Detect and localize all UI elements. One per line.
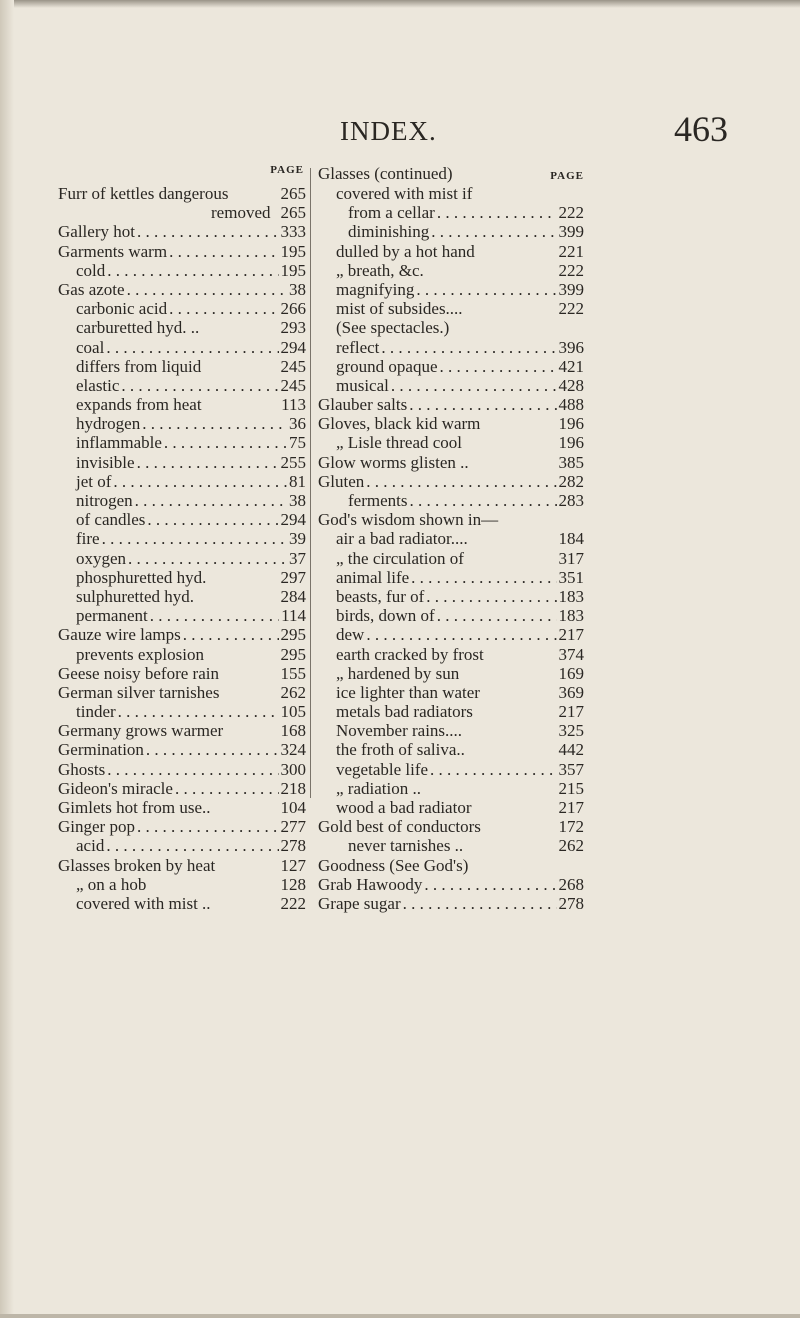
index-entry-text: Gideon's miracle bbox=[58, 778, 173, 798]
index-entry bbox=[58, 817, 306, 836]
index-entry-page: 128 bbox=[280, 874, 306, 894]
index-entry bbox=[58, 740, 306, 759]
index-entry-text: Gimlets hot from use.. bbox=[58, 798, 211, 817]
index-entry-text: Goodness (See God's) bbox=[318, 855, 469, 875]
index-entry-text: beasts, fur of bbox=[336, 586, 425, 606]
index-entry bbox=[58, 721, 306, 740]
index-entry-text: Grape sugar bbox=[318, 893, 401, 913]
index-entry-text: Glauber salts bbox=[318, 395, 408, 415]
index-entry bbox=[58, 222, 306, 241]
index-entry-text: never tarnishes .. bbox=[348, 836, 464, 856]
index-entry-text: Gauze wire lamps bbox=[58, 625, 181, 645]
index-entry bbox=[318, 529, 584, 548]
index-entry-text: „ breath, &c. bbox=[336, 260, 424, 280]
dot-leader bbox=[164, 433, 287, 452]
index-entry-page: 351 bbox=[558, 567, 584, 587]
index-entry-page: 265 bbox=[280, 184, 306, 203]
column-divider bbox=[310, 168, 311, 798]
index-entry bbox=[318, 836, 584, 855]
index-entry-page: 265 bbox=[280, 203, 306, 223]
index-entry bbox=[318, 817, 584, 836]
index-entry-text: animal life bbox=[336, 567, 410, 587]
index-entry bbox=[318, 740, 584, 759]
index-entry bbox=[58, 242, 306, 261]
dot-leader bbox=[127, 280, 287, 299]
index-entry-page: 195 bbox=[280, 241, 306, 261]
index-entry-text: vegetable life bbox=[336, 759, 429, 779]
index-entry-page: 81 bbox=[289, 471, 306, 491]
index-entry-text: German silver tarnishes bbox=[58, 682, 220, 702]
index-entry-text: Garments warm bbox=[58, 241, 168, 261]
index-column-left bbox=[58, 164, 306, 913]
index-entry-text: „ radiation .. bbox=[336, 778, 421, 798]
index-entry bbox=[318, 856, 584, 875]
index-entry bbox=[318, 453, 584, 472]
index-entry-text: ferments bbox=[348, 491, 408, 510]
index-entry bbox=[58, 798, 306, 817]
index-entry-text: „ on a hob bbox=[76, 874, 147, 894]
index-entry-page: 295 bbox=[280, 625, 306, 645]
index-entry-text: carbonic acid bbox=[76, 299, 168, 319]
index-entry-text: dew bbox=[336, 625, 365, 645]
dot-leader bbox=[431, 222, 556, 241]
dot-leader bbox=[391, 376, 557, 395]
index-entry-page: 196 bbox=[558, 433, 584, 453]
index-entry bbox=[318, 414, 584, 433]
dot-leader bbox=[366, 625, 556, 644]
index-entry bbox=[58, 760, 306, 779]
index-entry-text: musical bbox=[336, 375, 389, 395]
index-entry bbox=[318, 798, 584, 817]
index-entry-text: Germany grows warmer bbox=[58, 721, 224, 741]
index-entry bbox=[58, 856, 306, 875]
index-entry-text: inflammable bbox=[76, 433, 162, 453]
index-entry-page: 283 bbox=[558, 491, 584, 510]
index-entry-text: Furr of kettles dangerous bbox=[58, 184, 229, 203]
index-entry bbox=[58, 702, 306, 721]
index-entry-text: „ hardened by sun bbox=[336, 663, 460, 683]
page-top-edge bbox=[0, 0, 800, 8]
index-entry-text: (See spectacles.) bbox=[336, 318, 450, 338]
index-entry-text: birds, down of bbox=[336, 606, 435, 626]
index-entry bbox=[318, 222, 584, 241]
index-entry-text: Ghosts bbox=[58, 759, 106, 779]
dot-leader bbox=[426, 587, 556, 606]
index-entry-text: cold bbox=[76, 260, 106, 280]
dot-leader bbox=[106, 338, 278, 357]
index-entry-page: 294 bbox=[280, 510, 306, 530]
index-entry-page: 222 bbox=[280, 893, 306, 913]
index-entry bbox=[58, 338, 306, 357]
dot-leader bbox=[147, 510, 278, 529]
index-entry bbox=[318, 702, 584, 721]
page-bottom-edge bbox=[0, 1314, 800, 1318]
index-entry-text: Geese noisy before rain bbox=[58, 663, 219, 683]
index-entry-page: 268 bbox=[558, 874, 584, 894]
index-entry bbox=[318, 683, 584, 702]
dot-leader bbox=[183, 625, 279, 644]
index-entry-text: coal bbox=[76, 337, 105, 357]
index-entry-text: air a bad radiator.... bbox=[336, 529, 468, 549]
index-entry-page: 155 bbox=[280, 663, 306, 683]
index-entry-text: acid bbox=[76, 836, 105, 856]
index-entry-text: covered with mist if bbox=[336, 184, 473, 203]
index-entry bbox=[58, 568, 306, 587]
index-entry-page: 36 bbox=[289, 414, 306, 434]
dot-leader bbox=[381, 338, 556, 357]
index-entry bbox=[318, 357, 584, 376]
dot-leader bbox=[437, 606, 557, 625]
page-column-label: PAGE bbox=[550, 170, 584, 182]
index-entry-text: Glow worms glisten .. bbox=[318, 452, 469, 472]
index-entry bbox=[318, 242, 584, 261]
index-entry-page: 421 bbox=[558, 356, 584, 376]
index-entry bbox=[318, 299, 584, 318]
index-entry bbox=[58, 875, 306, 894]
dot-leader bbox=[118, 702, 279, 721]
index-entry-text: tinder bbox=[76, 702, 116, 722]
index-entry-page: 293 bbox=[280, 318, 306, 338]
index-entry bbox=[318, 472, 584, 491]
dot-leader bbox=[106, 836, 278, 855]
index-entry-page: 396 bbox=[558, 337, 584, 357]
dot-leader bbox=[137, 222, 279, 241]
dot-leader bbox=[411, 568, 556, 587]
index-entry bbox=[58, 779, 306, 798]
index-entry-page: 300 bbox=[280, 759, 306, 779]
index-entry bbox=[318, 184, 584, 203]
index-entry-page: 385 bbox=[558, 452, 584, 472]
index-entry bbox=[58, 203, 306, 222]
index-column-right bbox=[318, 164, 584, 913]
index-entry bbox=[318, 280, 584, 299]
continued-heading: Glasses (continued) bbox=[318, 164, 453, 183]
dot-leader bbox=[437, 203, 557, 222]
index-entry bbox=[318, 491, 584, 510]
index-entry bbox=[58, 549, 306, 568]
index-entry-text: dulled by a hot hand bbox=[336, 241, 475, 261]
index-entry-page: 278 bbox=[558, 893, 584, 913]
dot-leader bbox=[107, 261, 278, 280]
page-header bbox=[0, 108, 800, 158]
dot-leader bbox=[409, 491, 556, 510]
index-entry-page: 262 bbox=[280, 682, 306, 702]
index-entry-text: Gas azote bbox=[58, 279, 125, 299]
index-entry-text: God's wisdom shown in— bbox=[318, 510, 499, 530]
index-entry-page: 399 bbox=[558, 279, 584, 299]
index-entry-text: hydrogen bbox=[76, 414, 141, 434]
index-entry bbox=[58, 280, 306, 299]
index-entry bbox=[318, 587, 584, 606]
index-entry-text: Glasses broken by heat bbox=[58, 855, 216, 875]
dot-leader bbox=[169, 242, 278, 261]
index-entry-page: 104 bbox=[280, 798, 306, 817]
index-entry-text: Ginger pop bbox=[58, 817, 135, 837]
dot-leader bbox=[430, 760, 556, 779]
index-entry bbox=[58, 318, 306, 337]
index-entry bbox=[58, 395, 306, 414]
index-entry-page: 399 bbox=[558, 222, 584, 242]
index-entry-text: wood a bad radiator bbox=[336, 798, 472, 817]
index-entry-page: 38 bbox=[289, 491, 306, 510]
index-entry bbox=[318, 779, 584, 798]
index-entry bbox=[58, 433, 306, 452]
dot-leader bbox=[137, 817, 279, 836]
dot-leader bbox=[409, 395, 556, 414]
index-entry bbox=[58, 414, 306, 433]
index-entry-text: diminishing bbox=[348, 222, 430, 242]
index-entry-page: 324 bbox=[280, 740, 306, 760]
index-entry bbox=[58, 184, 306, 203]
index-entry bbox=[318, 261, 584, 280]
index-entry-page: 168 bbox=[280, 721, 306, 741]
index-entry-text: „ Lisle thread cool bbox=[336, 433, 463, 453]
index-entry-text: fire bbox=[76, 529, 100, 549]
running-title: INDEX. bbox=[340, 116, 437, 146]
index-entry-text: „ the circulation of bbox=[336, 548, 464, 568]
index-entry bbox=[58, 510, 306, 529]
index-entry bbox=[58, 836, 306, 855]
index-entry-page: 278 bbox=[280, 836, 306, 856]
index-entry-page: 127 bbox=[280, 855, 306, 875]
index-entry-text: Gloves, black kid warm bbox=[318, 414, 481, 434]
index-entry-page: 317 bbox=[558, 548, 584, 568]
index-entry bbox=[58, 645, 306, 664]
index-entry bbox=[318, 606, 584, 625]
index-entry-page: 442 bbox=[558, 740, 584, 760]
index-entry-page: 39 bbox=[289, 529, 306, 549]
index-entry-page: 297 bbox=[280, 567, 306, 587]
index-entry-page: 357 bbox=[558, 759, 584, 779]
index-entry-page: 488 bbox=[558, 395, 584, 415]
index-entry-list bbox=[58, 184, 306, 913]
index-entry-page: 262 bbox=[558, 836, 584, 856]
index-entry bbox=[318, 318, 584, 337]
index-entry-page: 75 bbox=[289, 433, 306, 453]
index-entry bbox=[58, 491, 306, 510]
index-entry-text: Grab Hawoody bbox=[318, 874, 423, 894]
index-entry-page: 215 bbox=[558, 778, 584, 798]
index-entry bbox=[318, 510, 584, 529]
index-entry-page: 105 bbox=[280, 702, 306, 722]
index-entry bbox=[58, 357, 306, 376]
page-number: 463 bbox=[674, 109, 728, 149]
index-entry-page: 113 bbox=[281, 395, 306, 415]
dot-leader bbox=[403, 894, 557, 913]
index-entry-page: 172 bbox=[558, 817, 584, 837]
index-entry-text: Gluten bbox=[318, 471, 365, 491]
index-entry-text: prevents explosion bbox=[76, 644, 204, 664]
index-entry-text: reflect bbox=[336, 337, 380, 357]
index-entry-page: 221 bbox=[558, 241, 584, 261]
index-entry-text: expands from heat bbox=[76, 395, 202, 415]
index-entry-text: ground opaque bbox=[336, 356, 438, 376]
index-entry-page: 196 bbox=[558, 414, 584, 434]
index-entry bbox=[318, 549, 584, 568]
index-entry bbox=[58, 376, 306, 395]
index-entry bbox=[318, 395, 584, 414]
index-entry-page: 183 bbox=[558, 606, 584, 626]
index-entry-page: 222 bbox=[558, 299, 584, 319]
index-entry bbox=[318, 338, 584, 357]
index-entry-page: 218 bbox=[280, 778, 306, 798]
index-entry bbox=[58, 299, 306, 318]
index-entry-page: 266 bbox=[280, 299, 306, 319]
dot-leader bbox=[102, 529, 287, 548]
index-entry-page: 333 bbox=[280, 222, 306, 242]
dot-leader bbox=[440, 357, 557, 376]
index-entry bbox=[58, 529, 306, 548]
index-entry-text: from a cellar bbox=[348, 203, 435, 223]
index-entry-text: ice lighter than water bbox=[336, 682, 480, 702]
index-entry bbox=[58, 453, 306, 472]
index-entry-text: removed bbox=[211, 203, 271, 223]
index-entry-text: earth cracked by frost bbox=[336, 644, 484, 664]
index-entry-page: 428 bbox=[558, 375, 584, 395]
index-entry-text: mist of subsides.... bbox=[336, 299, 463, 319]
index-entry-page: 183 bbox=[558, 586, 584, 606]
index-entry-text: oxygen bbox=[76, 548, 127, 568]
index-entry bbox=[318, 625, 584, 644]
index-entry bbox=[58, 894, 306, 913]
dot-leader bbox=[416, 280, 556, 299]
index-entry-text: permanent bbox=[76, 606, 148, 626]
index-entry-page: 38 bbox=[289, 279, 306, 299]
index-entry-text: magnifying bbox=[336, 279, 415, 299]
index-entry bbox=[58, 625, 306, 644]
index-entry bbox=[58, 664, 306, 683]
dot-leader bbox=[150, 606, 279, 625]
index-entry-text: sulphuretted hyd. bbox=[76, 586, 195, 606]
index-entry-page: 369 bbox=[558, 682, 584, 702]
index-entry-text: elastic bbox=[76, 375, 120, 395]
index-entry-page: 374 bbox=[558, 644, 584, 664]
dot-leader bbox=[169, 299, 278, 318]
index-entry bbox=[318, 645, 584, 664]
dot-leader bbox=[146, 740, 279, 759]
index-entry-text: nitrogen bbox=[76, 491, 133, 510]
page-column-label: PAGE bbox=[270, 164, 304, 176]
index-entry-page: 277 bbox=[280, 817, 306, 837]
index-entry bbox=[318, 894, 584, 913]
index-entry-list bbox=[318, 184, 584, 913]
index-entry-page: 169 bbox=[558, 663, 584, 683]
dot-leader bbox=[107, 760, 278, 779]
index-entry-text: Germination bbox=[58, 740, 144, 760]
index-entry-page: 222 bbox=[558, 260, 584, 280]
index-entry bbox=[58, 587, 306, 606]
index-entry-page: 284 bbox=[280, 586, 306, 606]
index-entry-text: metals bad radiators bbox=[336, 702, 473, 722]
dot-leader bbox=[142, 414, 287, 433]
dot-leader bbox=[113, 472, 287, 491]
index-entry-page: 184 bbox=[558, 529, 584, 549]
index-entry-page: 282 bbox=[558, 471, 584, 491]
index-entry-page: 217 bbox=[558, 798, 584, 817]
index-entry bbox=[318, 760, 584, 779]
index-entry-page: 294 bbox=[280, 337, 306, 357]
index-entry bbox=[318, 875, 584, 894]
dot-leader bbox=[128, 549, 287, 568]
index-entry bbox=[318, 376, 584, 395]
index-entry-page: 255 bbox=[280, 452, 306, 472]
dot-leader bbox=[135, 491, 287, 510]
index-entry bbox=[318, 664, 584, 683]
index-entry bbox=[318, 721, 584, 740]
continued-heading-row bbox=[318, 164, 584, 184]
index-entry-text: differs from liquid bbox=[76, 356, 202, 376]
dot-leader bbox=[424, 875, 556, 894]
index-entry-text: Gold best of conductors bbox=[318, 817, 481, 837]
index-entry-page: 217 bbox=[558, 702, 584, 722]
index-entry bbox=[318, 203, 584, 222]
index-entry-text: covered with mist .. bbox=[76, 893, 211, 913]
index-entry bbox=[318, 433, 584, 452]
index-entry-text: Gallery hot bbox=[58, 222, 135, 242]
dot-leader bbox=[366, 472, 556, 491]
index-entry-page: 195 bbox=[280, 260, 306, 280]
index-entry-text: the froth of saliva.. bbox=[336, 740, 465, 760]
index-entry bbox=[58, 472, 306, 491]
index-entry-page: 295 bbox=[280, 644, 306, 664]
index-entry bbox=[58, 261, 306, 280]
index-entry-page: 114 bbox=[281, 606, 306, 626]
index-entry-text: November rains.... bbox=[336, 721, 463, 741]
index-entry-text: jet of bbox=[76, 471, 112, 491]
index-entry-page: 325 bbox=[558, 721, 584, 741]
index-entry-page: 222 bbox=[558, 203, 584, 223]
index-entry-page: 245 bbox=[280, 356, 306, 376]
index-entry-page: 217 bbox=[558, 625, 584, 645]
index-entry-page: 37 bbox=[289, 548, 306, 568]
index-entry-page: 245 bbox=[280, 375, 306, 395]
index-entry-text: invisible bbox=[76, 452, 135, 472]
dot-leader bbox=[175, 779, 279, 798]
dot-leader bbox=[121, 376, 278, 395]
index-entry-text: phosphuretted hyd. bbox=[76, 567, 207, 587]
index-entry-text: of candles bbox=[76, 510, 146, 530]
index-entry bbox=[58, 683, 306, 702]
page-left-edge bbox=[0, 0, 14, 1318]
index-entry bbox=[58, 606, 306, 625]
index-entry bbox=[318, 568, 584, 587]
index-entry-text: carburetted hyd. .. bbox=[76, 318, 200, 338]
dot-leader bbox=[137, 453, 279, 472]
